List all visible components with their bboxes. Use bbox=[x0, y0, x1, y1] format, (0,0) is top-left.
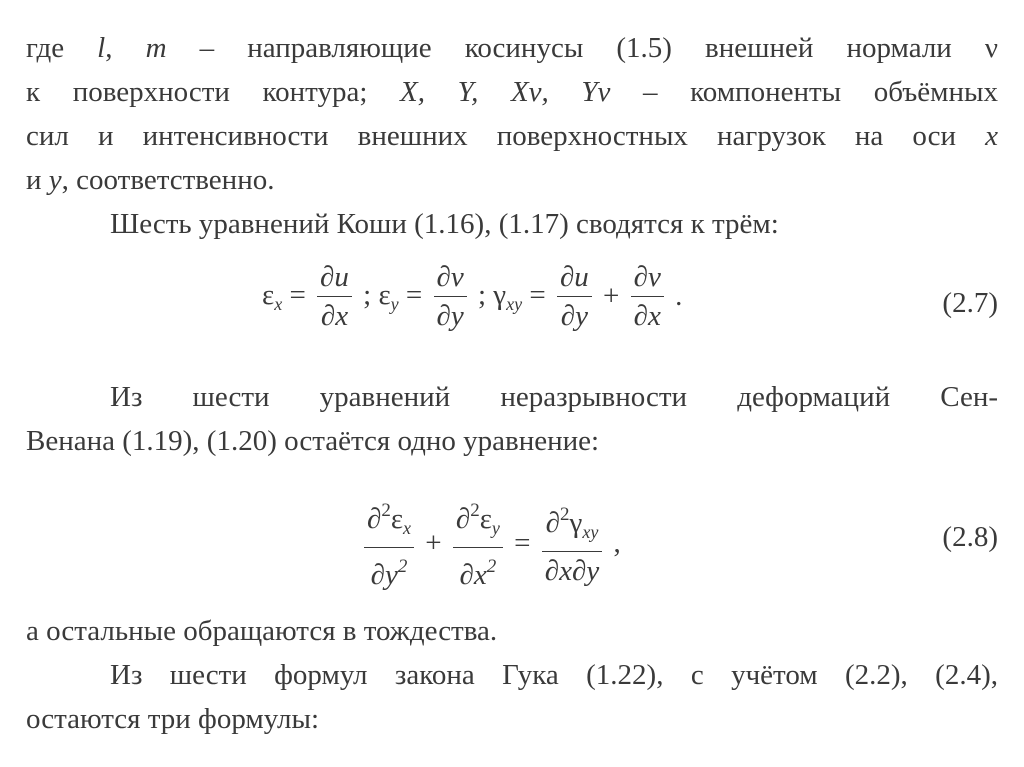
epsilon: ε bbox=[262, 278, 275, 311]
var-y: y bbox=[48, 164, 62, 196]
frac-d2ex-dy2: $\frac{\partial^2\varepsilon_x}{\partial y^2}$ bbox=[364, 492, 414, 594]
text: сил и интенсивности внешних поверхностных нагрузок на оси bbox=[26, 120, 957, 152]
text: и bbox=[26, 164, 42, 196]
para3-line1 bbox=[110, 379, 998, 415]
text: к поверхности контура; bbox=[26, 76, 368, 108]
text: – компоненты объёмных bbox=[643, 76, 999, 108]
para1-line1: где l, m – направляющие косинусы (1.5) внешней нормали ν bbox=[26, 32, 999, 64]
sub-x: x bbox=[274, 293, 283, 314]
para4-line1 bbox=[26, 613, 998, 649]
para1-line2 bbox=[26, 74, 998, 110]
frac-dv-dy: $\frac{\partial v}{\partial y}$ bbox=[434, 258, 467, 335]
equation-2-8-body: $\frac{\partial^2\varepsilon_x}{\partial y^2}$ + $\frac{\partial^2\varepsilon_y}{\partial x^2}$ = $\frac{\partial^2\gamma_{xy}}{\partial x\partial y}$ , bbox=[360, 492, 621, 594]
text: Из шести уравнений неразрывности деформаций Сен- bbox=[110, 381, 998, 413]
para5-line2 bbox=[26, 701, 998, 737]
text: Шесть уравнений Коши (1.16), (1.17) сводятся к трём: bbox=[110, 208, 779, 240]
equation-2-8 bbox=[0, 492, 1024, 591]
para1-line3 bbox=[26, 118, 998, 154]
var-x: x bbox=[985, 120, 998, 152]
text: а остальные обращаются в тождества. bbox=[26, 615, 498, 647]
sub-y: y bbox=[390, 293, 399, 314]
sub-xy: xy bbox=[506, 293, 523, 314]
text: , соответственно. bbox=[61, 164, 275, 196]
var-l: l bbox=[97, 32, 106, 64]
force-components: X, Y, Xν, Yν bbox=[400, 76, 611, 108]
para2-line1 bbox=[110, 206, 998, 242]
equation-2-7 bbox=[0, 258, 1024, 354]
para3-line2 bbox=[26, 423, 998, 459]
text: Венана (1.19), (1.20) остаётся одно уравнение: bbox=[26, 425, 600, 457]
equation-number-2-7: (2.7) bbox=[942, 287, 998, 319]
text: остаются три формулы: bbox=[26, 703, 320, 735]
text: где bbox=[26, 32, 65, 64]
equation-number-2-8: (2.8) bbox=[942, 521, 998, 553]
gamma: γ bbox=[493, 278, 507, 311]
frac-du-dy: $\frac{\partial u}{\partial y}$ bbox=[557, 258, 592, 335]
frac-du-dx: $\frac{\partial u}{\partial x}$ bbox=[317, 258, 352, 335]
text: – направляющие косинусы (1.5) внешней нормали ν bbox=[199, 32, 999, 64]
para5-line1 bbox=[110, 657, 998, 693]
frac-dv-dx: $\frac{\partial v}{\partial x}$ bbox=[631, 258, 664, 335]
var-m: m bbox=[145, 32, 167, 64]
para1-line4 bbox=[26, 162, 998, 198]
frac-d2ey-dx2: $\frac{\partial^2\varepsilon_y}{\partial x^2}$ bbox=[453, 492, 503, 594]
epsilon: ε bbox=[378, 278, 391, 311]
frac-d2gxy-dxdy: $\frac{\partial^2\gamma_{xy}}{\partial x\partial y}$ bbox=[542, 496, 602, 590]
text: Из шести формул закона Гука (1.22), с учётом (2.2), (2.4), bbox=[110, 659, 998, 691]
equation-2-7-body: $\varepsilon_x$ = $\frac{\partial u}{\partial x}$ ; $\varepsilon_y$ = $\frac{\partial v}{\partial y}$ ; $\gamma_{xy}$ = $\frac{\partial u}{\partial y}$ + $\frac{\partial v}{\partial x}$ . bbox=[262, 258, 682, 335]
